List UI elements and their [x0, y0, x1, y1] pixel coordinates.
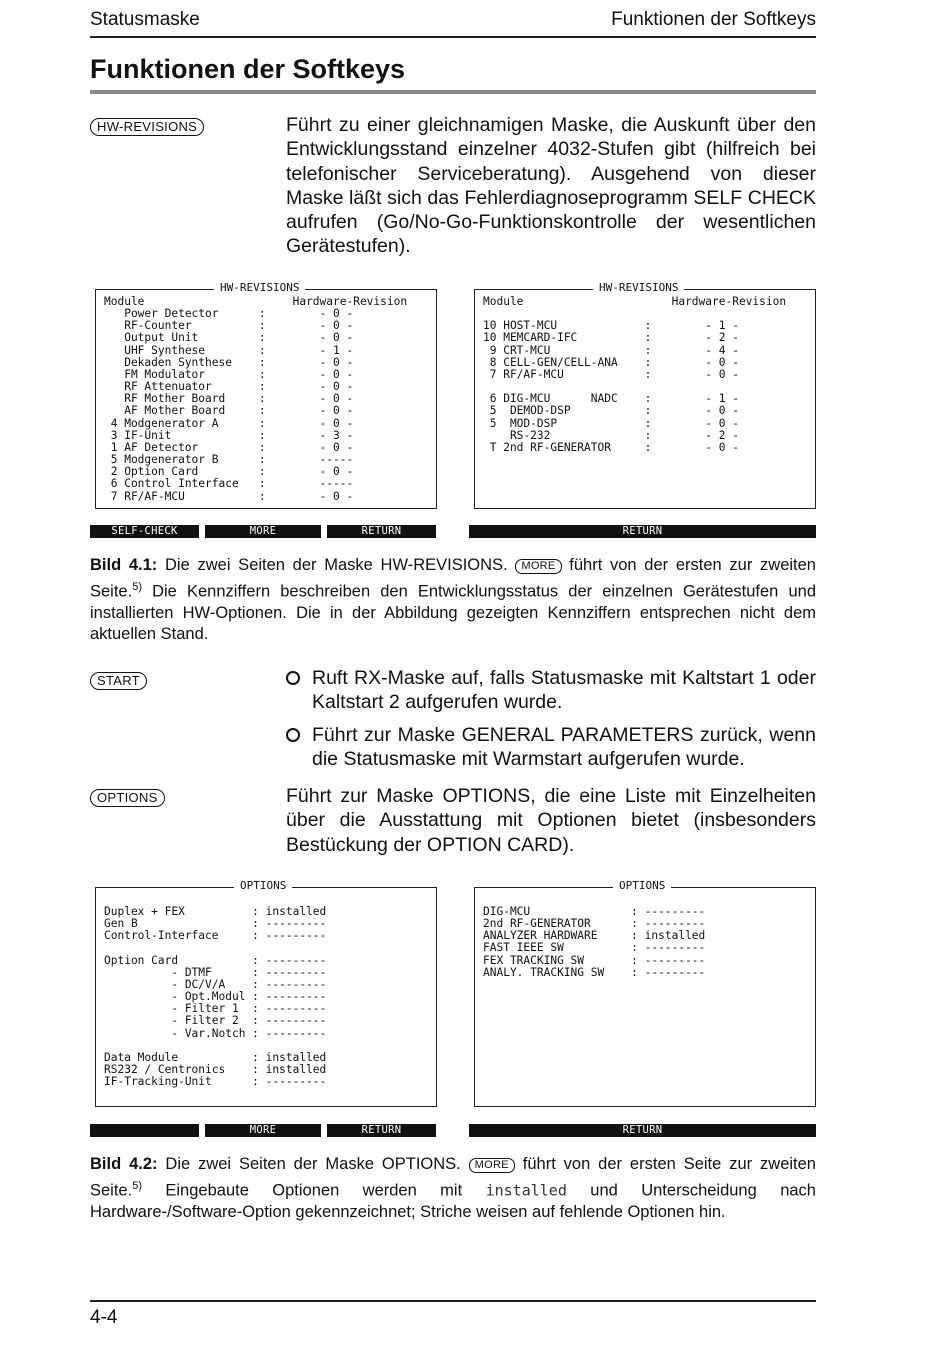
bullet-text: Führt zur Maske GENERAL PARAMETERS zurück, wenn die Statusmaske mit Warmstart aufgerufen wurde. — [312, 724, 816, 770]
screen-content: Module Hardware-Revision 10 HOST-MCU : - 1 - 10 MEMCARD-IFC : - 2 - 9 CRT-MCU : - 4 - 8 CELL-GEN/CELL-ANA : - 0 - 7 RF/AF-MCU : - 0 - 6 DIG-MCU NADC : - 1 - 5 DEMOD-DSP : - 0 - 5 MOD-DSP : - 0 - RS-232 : - 2 - T 2nd RF-GENERATOR : - 0 - — [483, 295, 787, 454]
bullet-text: Ruft RX-Maske auf, falls Statusmaske mit Kaltstart 1 oder Kaltstart 2 aufgerufen wurde. — [312, 667, 816, 713]
caption-label: Bild 4.2: — [90, 1155, 158, 1173]
hw-revisions-screen-page1 — [95, 281, 437, 509]
bullet-icon — [286, 671, 300, 685]
header-rule — [90, 36, 816, 38]
more-key: MORE — [515, 559, 561, 574]
caption-text: Die zwei Seiten der Maske OPTIONS. — [165, 1155, 461, 1173]
screen-content: Module Hardware-Revision Power Detector : - 0 - RF-Counter : - 0 - Output Unit : - 0 - UHF Synthese : - 1 - Dekaden Synthese : - 0 - FM Modulator : - 0 - RF Attenuator : - 0 - RF Mother Board : - 0 - AF Mother Board : - 0 - 4 Modgenerator A : - 0 - 3 IF-Unit : - 3 - 1 AF Detector : - 0 - 5 Modgenerator B : ----- 2 Option Card : - 0 - 6 Control Interface : ----- 7 RF/AF-MCU : - 0 - — [104, 295, 408, 503]
figure-caption-4-2 — [90, 1154, 816, 1223]
start-key: START — [90, 672, 147, 690]
options-softkey-label — [90, 789, 165, 807]
running-header-right: Funktionen der Softkeys — [611, 9, 816, 30]
options-description: Führt zur Maske OPTIONS, die eine Liste mit Einzelheiten über die Ausstattung mit Optionen bietet (insbesonders Bestückung der OPTION CARD). — [286, 785, 816, 856]
options-screen-page2 — [474, 879, 816, 1107]
caption-text: führt von der ersten zur zweiten Seite. — [90, 556, 816, 600]
hw-revisions-screen-page2 — [474, 281, 816, 509]
more-key: MORE — [469, 1158, 515, 1173]
page-title: Funktionen der Softkeys — [90, 54, 406, 84]
start-bullet — [286, 723, 816, 771]
page-number: 4-4 — [90, 1307, 118, 1328]
softkey-return: RETURN — [327, 525, 436, 538]
bullet-icon — [286, 728, 300, 742]
softkey-more: MORE — [205, 1124, 321, 1137]
footnote-ref: 5) — [132, 1179, 142, 1192]
hw-revisions-description: Führt zu einer gleichnamigen Maske, die Auskunft über den Entwicklungsstand einzelner 4032-Stufen gibt (hilfreich bei telefonischer Serviceberatung). Ausgehend von dieser Maske läßt sich das Fehlerdiagnoseprogramm SELF CHECK aufrufen (Go/No-Go-Funktionskontrolle der wesentlichen Gerätestufen). — [286, 114, 816, 258]
installed-keyword: installed — [485, 1181, 567, 1199]
softkey-self-check: SELF-CHECK — [90, 525, 199, 538]
hw-revisions-softkey-label — [90, 118, 204, 136]
caption-text: führt von der ersten Seite zur zweiten Seite. — [90, 1155, 816, 1199]
softkey-return: RETURN — [469, 1124, 816, 1137]
options-screen-page1 — [95, 879, 437, 1107]
screen-content: DIG-MCU : --------- 2nd RF-GENERATOR : --------- ANALYZER HARDWARE : installed FAST IEEE SW : --------- FEX TRACKING SW : --------- ANALY. TRACKING SW : --------- — [483, 905, 706, 979]
caption-text: Eingebaute Optionen werden mit — [165, 1181, 463, 1199]
caption-text: und Unterscheidung nach Hardware-/Software-Option gekennzeichnet; Striche weisen auf fehlende Optionen hin. — [90, 1181, 816, 1221]
softkey-return: RETURN — [469, 525, 816, 538]
screen-title: OPTIONS — [613, 879, 671, 893]
title-rule — [90, 90, 816, 94]
softkey-blank — [90, 1124, 199, 1137]
screen-title: OPTIONS — [234, 879, 292, 893]
screen-title: HW-REVISIONS — [214, 281, 305, 295]
softkey-more: MORE — [205, 525, 321, 538]
running-header-left: Statusmaske — [90, 9, 200, 30]
start-bullet — [286, 666, 816, 714]
screen-title: HW-REVISIONS — [593, 281, 684, 295]
start-softkey-label — [90, 672, 147, 690]
caption-text: Die Kennziffern beschreiben den Entwicklungsstatus der einzelnen Gerätestufen und installierten HW-Optionen. Die in der Abbildung gezeigten Kennziffern entsprechen nicht dem aktuellen Stand. — [90, 582, 816, 643]
caption-text: Die zwei Seiten der Maske HW-REVISIONS. — [165, 556, 508, 574]
softkey-return: RETURN — [327, 1124, 436, 1137]
caption-label: Bild 4.1: — [90, 556, 158, 574]
figure-caption-4-1 — [90, 555, 816, 646]
options-key: OPTIONS — [90, 789, 165, 807]
footer-rule — [90, 1300, 816, 1302]
screen-content: Duplex + FEX : installed Gen B : --------- Control-Interface : --------- Option Card : --------- - DTMF : --------- - DC/V/A : --------- - Opt.Modul : --------- - Filter 1 : --------- - Filter 2 : --------- - Var.Notch : --------- Data Module : installed RS232 / Centronics : installed IF-Tracking-Unit : --------- — [104, 905, 327, 1089]
hw-revisions-key: HW-REVISIONS — [90, 118, 204, 136]
footnote-ref: 5) — [132, 580, 142, 593]
